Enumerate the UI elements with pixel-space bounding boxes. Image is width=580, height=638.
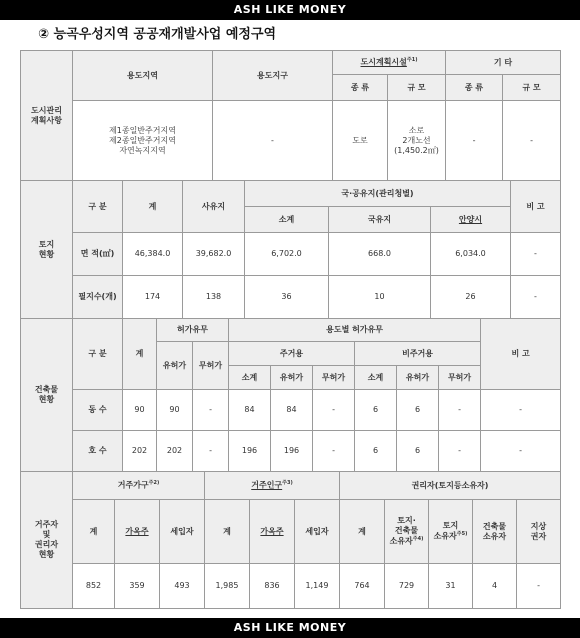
building-ho-cell: 6 [397, 431, 439, 472]
building-row-header: 건축물 현황 [21, 319, 73, 472]
building-res-unpermitted-header: 무허가 [313, 366, 355, 390]
building-unpermitted-header: 무허가 [193, 342, 229, 390]
building-dong-cell: - [193, 390, 229, 431]
building-dong-cell: 90 [123, 390, 157, 431]
residents-value-cell: 1,149 [295, 564, 340, 609]
building-dong-cell: 90 [157, 390, 193, 431]
residents-value-cell: 31 [429, 564, 473, 609]
plan-facility-header [333, 51, 446, 75]
land-lots-label: 필지수(개) [73, 276, 123, 319]
residents-value-cell: - [517, 564, 561, 609]
building-ho-cell: 202 [157, 431, 193, 472]
land-public-header: 국·공유지(관리청별) [245, 181, 511, 207]
plan-other-header: 기 타 [446, 51, 561, 75]
top-banner: ASH LIKE MONEY [0, 0, 580, 20]
residents-pop-owner-label: 가옥주 [260, 526, 284, 536]
land-area-total: 46,384.0 [123, 233, 183, 276]
land-lots-private: 138 [183, 276, 245, 319]
plan-scale-header: 규 모 [388, 75, 446, 101]
land-area-subtotal: 6,702.0 [245, 233, 329, 276]
land-lots-note: - [511, 276, 561, 319]
plan-other-scale-value: - [503, 101, 561, 181]
residents-rights-total-header: 계 [340, 500, 385, 564]
building-residential-header: 주거용 [229, 342, 355, 366]
building-dong-cell: 84 [271, 390, 313, 431]
plan-other-type-header: 종 류 [446, 75, 503, 101]
building-ho-cell: 6 [355, 431, 397, 472]
plan-other-type-value: - [446, 101, 503, 181]
residents-land-bldg-header [385, 500, 429, 564]
residents-value-cell: 493 [160, 564, 205, 609]
residents-value-cell: 359 [115, 564, 160, 609]
residents-pop-tenant-header: 세입자 [295, 500, 340, 564]
residents-households-label: 거주가구 [117, 480, 149, 490]
land-lots-city: 26 [431, 276, 511, 319]
land-city-header [431, 207, 511, 233]
land-lots-subtotal: 36 [245, 276, 329, 319]
plan-type-header: 종 류 [333, 75, 388, 101]
building-nonres-unpermitted-header: 무허가 [439, 366, 481, 390]
residents-households-header [73, 472, 205, 500]
residents-population-label: 거주인구 [251, 480, 283, 490]
building-div-header: 구 분 [73, 319, 123, 390]
residents-land-only-note: 주5) [456, 531, 468, 538]
building-ho-cell: - [313, 431, 355, 472]
residents-hh-owner-header [115, 500, 160, 564]
residents-row-header: 거주자 및 권리자 현황 [21, 472, 73, 609]
bottom-banner: ASH LIKE MONEY [0, 618, 580, 638]
building-nonresidential-header: 비주거용 [355, 342, 481, 366]
residents-rights-header: 권리자(토지등소유자) [340, 472, 561, 500]
building-res-subtotal-header: 소계 [229, 366, 271, 390]
land-national-header: 국유지 [329, 207, 431, 233]
plan-district-header: 용도지구 [213, 51, 333, 101]
plan-table [20, 50, 561, 181]
residents-value-cell: 729 [385, 564, 429, 609]
building-res-permitted-header: 유허가 [271, 366, 313, 390]
plan-row-header: 도시관리 계획사항 [21, 51, 73, 181]
residents-population-note: 주3) [282, 480, 293, 487]
building-ho-cell: - [193, 431, 229, 472]
building-permit-header: 허가유무 [157, 319, 229, 342]
land-city-label: 안양시 [458, 214, 483, 224]
land-area-private: 39,682.0 [183, 233, 245, 276]
building-dong-label: 동 수 [73, 390, 123, 431]
residents-pop-owner-header [250, 500, 295, 564]
plan-facility-scale-value: 소로 2개노선 (1,450.2㎡) [388, 101, 446, 181]
residents-land-bldg-note: 주4) [412, 536, 424, 543]
building-use-permit-header: 용도별 허가유무 [229, 319, 481, 342]
plan-district-value: - [213, 101, 333, 181]
land-table [20, 180, 561, 319]
building-permitted-header: 유허가 [157, 342, 193, 390]
land-area-label: 면 적(㎡) [73, 233, 123, 276]
residents-hh-owner-label: 가옥주 [125, 526, 149, 536]
land-private-header: 사유지 [183, 181, 245, 233]
land-area-note: - [511, 233, 561, 276]
building-dong-cell: 6 [355, 390, 397, 431]
residents-households-note: 주2) [148, 480, 160, 487]
plan-facility-note: 주1) [406, 57, 418, 64]
building-ho-label: 호 수 [73, 431, 123, 472]
residents-value-cell: 836 [250, 564, 295, 609]
land-subtotal-header: 소계 [245, 207, 329, 233]
residents-value-cell: 1,985 [205, 564, 250, 609]
plan-zone-header: 용도지역 [73, 51, 213, 101]
building-nonres-permitted-header: 유허가 [397, 366, 439, 390]
building-dong-cell: - [439, 390, 481, 431]
residents-value-cell: 764 [340, 564, 385, 609]
building-ho-cell: - [481, 431, 561, 472]
residents-table [20, 471, 561, 609]
land-total-header: 계 [123, 181, 183, 233]
plan-facility-type-value: 도로 [333, 101, 388, 181]
building-note-header: 비 고 [481, 319, 561, 390]
residents-value-cell: 852 [73, 564, 115, 609]
building-dong-cell: - [313, 390, 355, 431]
land-area-national: 668.0 [329, 233, 431, 276]
residents-land-only-label: 토지 소유자 [433, 521, 459, 541]
building-ho-cell: 196 [271, 431, 313, 472]
land-row-header: 토지 현황 [21, 181, 73, 319]
building-dong-cell: 6 [397, 390, 439, 431]
building-dong-cell: 84 [229, 390, 271, 431]
residents-population-header [205, 472, 340, 500]
land-div-header: 구 분 [73, 181, 123, 233]
residents-superficies-header: 지상 권자 [517, 500, 561, 564]
plan-zone-value: 제1종일반주거지역 제2종일반주거지역 자연녹지지역 [73, 101, 213, 181]
plan-other-scale-header: 규 모 [503, 75, 561, 101]
land-note-header: 비 고 [511, 181, 561, 233]
building-ho-cell: 202 [123, 431, 157, 472]
residents-pop-total-header: 계 [205, 500, 250, 564]
residents-bldg-only-header: 건축물 소유자 [473, 500, 517, 564]
building-ho-cell: 196 [229, 431, 271, 472]
residents-land-bldg-label: 토지· 건축물 소유자 [389, 516, 419, 546]
residents-land-only-header [429, 500, 473, 564]
building-dong-cell: - [481, 390, 561, 431]
residents-hh-tenant-header: 세입자 [160, 500, 205, 564]
land-area-city: 6,034.0 [431, 233, 511, 276]
building-table [20, 318, 561, 472]
land-lots-total: 174 [123, 276, 183, 319]
building-ho-cell: - [439, 431, 481, 472]
building-nonres-subtotal-header: 소계 [355, 366, 397, 390]
land-lots-national: 10 [329, 276, 431, 319]
building-total-header: 계 [123, 319, 157, 390]
residents-value-cell: 4 [473, 564, 517, 609]
residents-hh-total-header: 계 [73, 500, 115, 564]
page-title: ② 능곡우성지역 공공재개발사업 예정구역 [38, 27, 277, 42]
plan-facility-label: 도시계획시설 [360, 57, 407, 67]
